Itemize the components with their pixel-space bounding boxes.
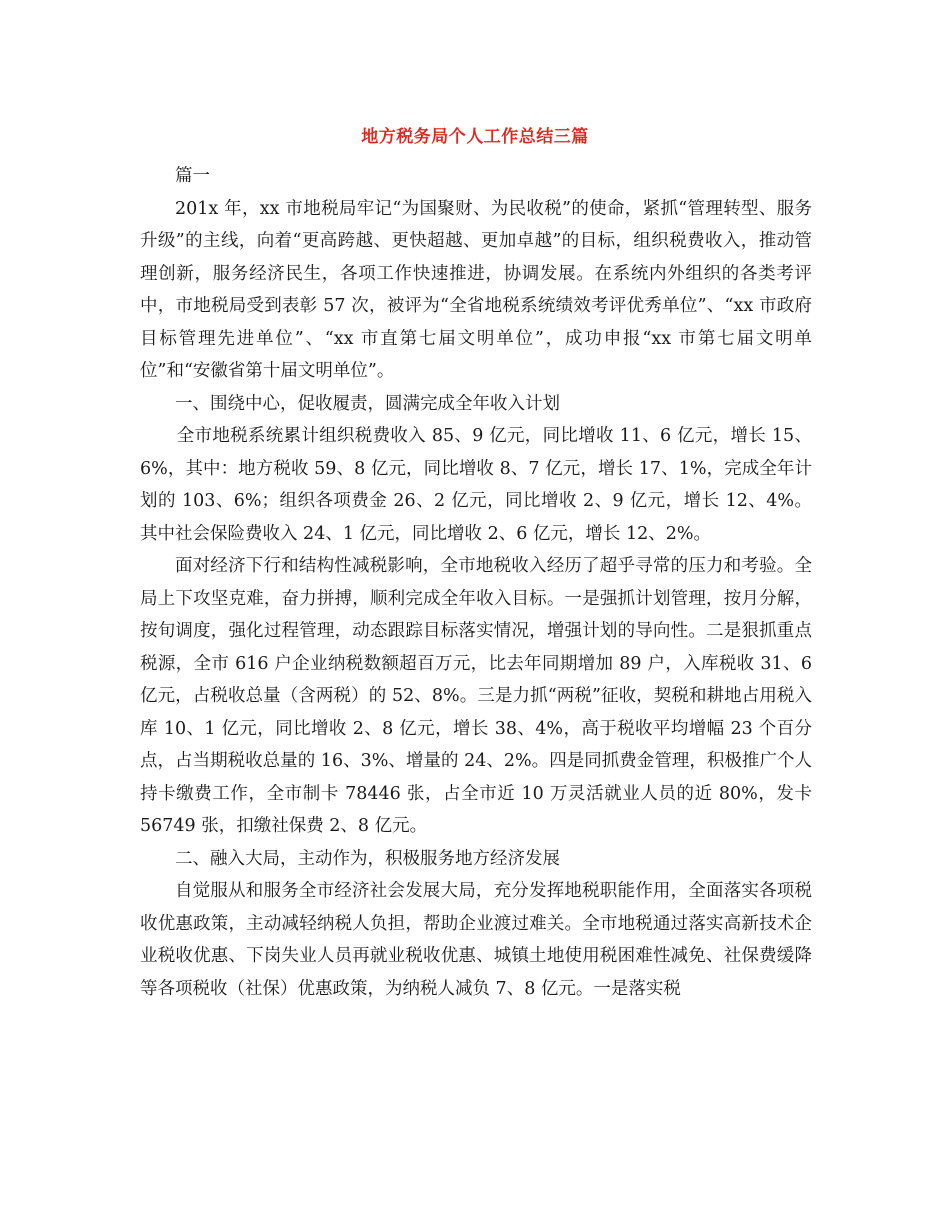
paragraph-pressure: 面对经济下行和结构性减税影响，全市地税收入经历了超乎寻常的压力和考验。全局上下攻坚克难，奋力拼搏，顺利完成全年收入目标。一是强抓计划管理，按月分解，按旬调度，强化过程管理，动态跟踪目标落实情况，增强计划的导向性。二是狠抓重点税源，全市 616 户企业纳税数额超百万元，比去年同期增加 89 户，入库税收 31、6 亿元，占税收总量（含两税）的 52、8%。三是力抓“两税”征收，契税和耕地占用税入库 10、1 亿元，同比增收 2、8 亿元，增长 38、4%，高于税收平均增幅 23 个百分点，占当期税收总量的 16、3%、增量的 24、2%。四是同抓费金管理，积极推广个人持卡缴费工作，全市制卡 78446 张，占全市近 10 万灵活就业人员的近 80%，发卡 56749 张，扣缴社保费 2、8 亿元。	[140, 556, 812, 836]
paragraph-service: 自觉服从和服务全市经济社会发展大局，充分发挥地税职能作用，全面落实各项税收优惠政策，主动减轻纳税人负担，帮助企业渡过难关。全市地税通过落实高新技术企业税收优惠、下岗失业人员再就业税收优惠、城镇土地使用税困难性减免、社保费缓降等各项税收（社保）优惠政策，为纳税人减负 7、8 亿元。一是落实税	[140, 881, 812, 999]
paragraph-revenue: 全市地税系统累计组织税费收入 85、9 亿元，同比增收 11、6 亿元，增长 15、6%，其中：地方税收 59、8 亿元，同比增收 8、7 亿元，增长 17、1%，完成全年计划的 103、6%；组织各项费金 26、2 亿元，同比增收 2、9 亿元，增长 12、4%。其中社会保险费收入 24、1 亿元，同比增收 2、6 亿元，增长 12、2%。	[140, 426, 812, 544]
document-body	[140, 160, 812, 1005]
heading-section-1: 一、围绕中心，促收履责，圆满完成全年收入计划	[175, 393, 560, 414]
section-label: 篇一	[175, 166, 210, 186]
heading-section-2: 二、融入大局，主动作为，积极服务地方经济发展	[175, 848, 560, 869]
document-title: 地方税务局个人工作总结三篇	[361, 127, 589, 147]
paragraph-intro: 201x 年，xx 市地税局牢记“为国聚财、为民收税”的使命，紧抓“管理转型、服务升级”的主线，向着“更高跨越、更快超越、更加卓越”的目标，组织税费收入，推动管理创新，服务经济民生，各项工作快速推进，协调发展。在系统内外组织的各类考评中，市地税局受到表彰 57 次，被评为“全省地税系统绩效考评优秀单位”、“xx 市政府目标管理先进单位”、“xx 市直第七届文明单位”，成功申报“xx 市第七届文明单位”和“安徽省第十届文明单位”。	[140, 198, 812, 381]
